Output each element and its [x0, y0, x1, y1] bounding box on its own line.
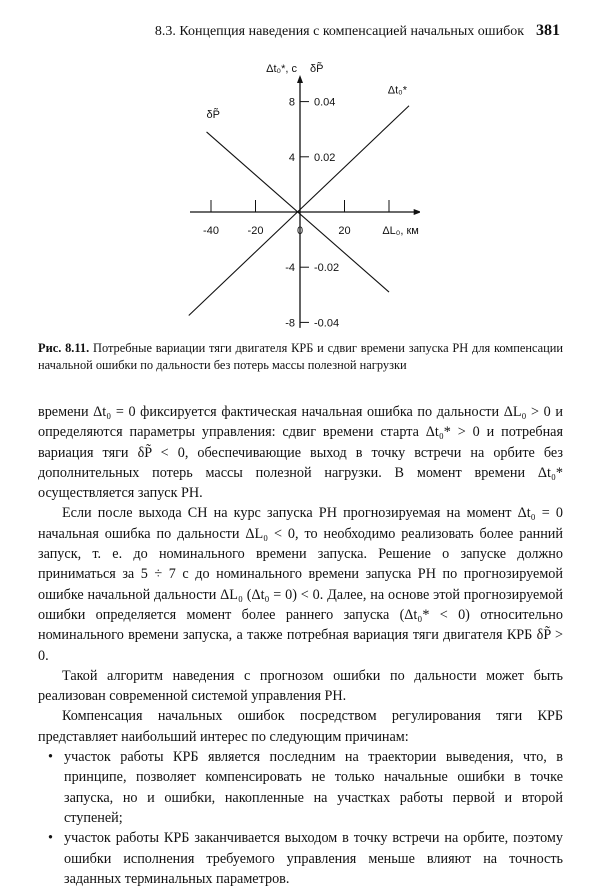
paragraph: времени Δt₀ = 0 фиксируется фактическая начальная ошибка по дальности ΔL₀ > 0 и определяются параметры управления: сдвиг времени старта Δt₀* > 0 и потребная вариация тяги δP̃ < 0, обеспечивающие выход в точку встречи на орбите без дополнительных потерь массы полезной нагрузки. В момент времени Δt₀* осуществляется запуск РН.: [38, 404, 563, 502]
series-label-dt0: Δt₀*: [387, 84, 408, 97]
figure-caption: [38, 340, 563, 374]
running-header: [0, 22, 560, 40]
series-line-dt0: [189, 106, 409, 316]
series-label-dp: δP̃: [206, 108, 221, 121]
y-axis-label-left: Δt₀*, с: [266, 63, 297, 75]
y-tick-label-right: -0.02: [314, 262, 340, 275]
header-title: 8.3. Концепция наведения с компенсацией начальных ошибок: [154, 24, 524, 39]
bullet-list: [38, 747, 563, 889]
list-item: • участок работы КРБ является последним на траектории выведения, что, в принципе, позволяет компенсировать не только начальные ошибки в точке запуска, но и ошибки, накопленные на участках работы первой и второй ступеней;: [64, 747, 563, 828]
x-tick-label: -20: [247, 225, 264, 237]
body-text: [38, 402, 563, 889]
paragraph: Компенсация начальных ошибок посредством регулирования тяги КРБ представляет наибольший интерес по следующим причинам:: [38, 708, 563, 745]
caption-text: Потребные вариации тяги двигателя КРБ и сдвиг времени запуска РН для компенсации начальной ошибки по дальности без потерь массы полезной нагрузки: [38, 341, 563, 372]
x-axis-label: ΔL₀, км: [382, 225, 419, 237]
figure-chart: [180, 55, 420, 340]
y-tick-label-right: 0.02: [314, 151, 336, 164]
y-tick-label-right: 0.04: [314, 96, 336, 109]
y-tick-label-left: -4: [285, 262, 295, 275]
y-tick-label-left: 8: [288, 96, 295, 109]
x-tick-label: 20: [338, 225, 351, 237]
y-tick-label-left: -8: [285, 317, 295, 330]
y-axis-arrow: [297, 75, 303, 83]
page-number: 381: [536, 22, 560, 39]
x-axis-arrow: [414, 209, 420, 215]
list-item: • участок работы КРБ заканчивается выходом в точку встречи на орбите, поэтому ошибки исполнения требуемого управления меньше влияют на точность заданных терминальных параметров.: [64, 828, 563, 889]
y-tick-label-left: 4: [288, 151, 295, 164]
x-tick-label: 0: [296, 225, 304, 237]
x-tick-label: -40: [203, 225, 219, 237]
y-axis-label-right: δP̃: [310, 63, 324, 75]
caption-label: Рис. 8.11.: [38, 341, 90, 355]
paragraph: Такой алгоритм наведения с прогнозом ошибки по дальности может быть реализован современной системой управления РН.: [38, 667, 563, 705]
paragraph: Если после выхода СН на курс запуска РН прогнозируемая на момент Δt₀ = 0 начальная ошибка по дальности ΔL₀ < 0, то необходимо реализовать более ранний запуск, т. е. до номинального времени запуска. Решение о запуске должно приниматься за 5 ÷ 7 с до номинального времени запуска РН по прогнозируемой ошибке начальной дальности ΔL₀ (Δt₀ = 0) < 0. Далее, на основе этой прогнозируемой ошибки определяется момент более раннего запуска (Δt₀* < 0) относительно номинального времени запуска, а также потребная вариация тяги двигателя КРБ δP̃ > 0.: [38, 505, 563, 664]
y-tick-label-right: -0.04: [314, 317, 340, 330]
